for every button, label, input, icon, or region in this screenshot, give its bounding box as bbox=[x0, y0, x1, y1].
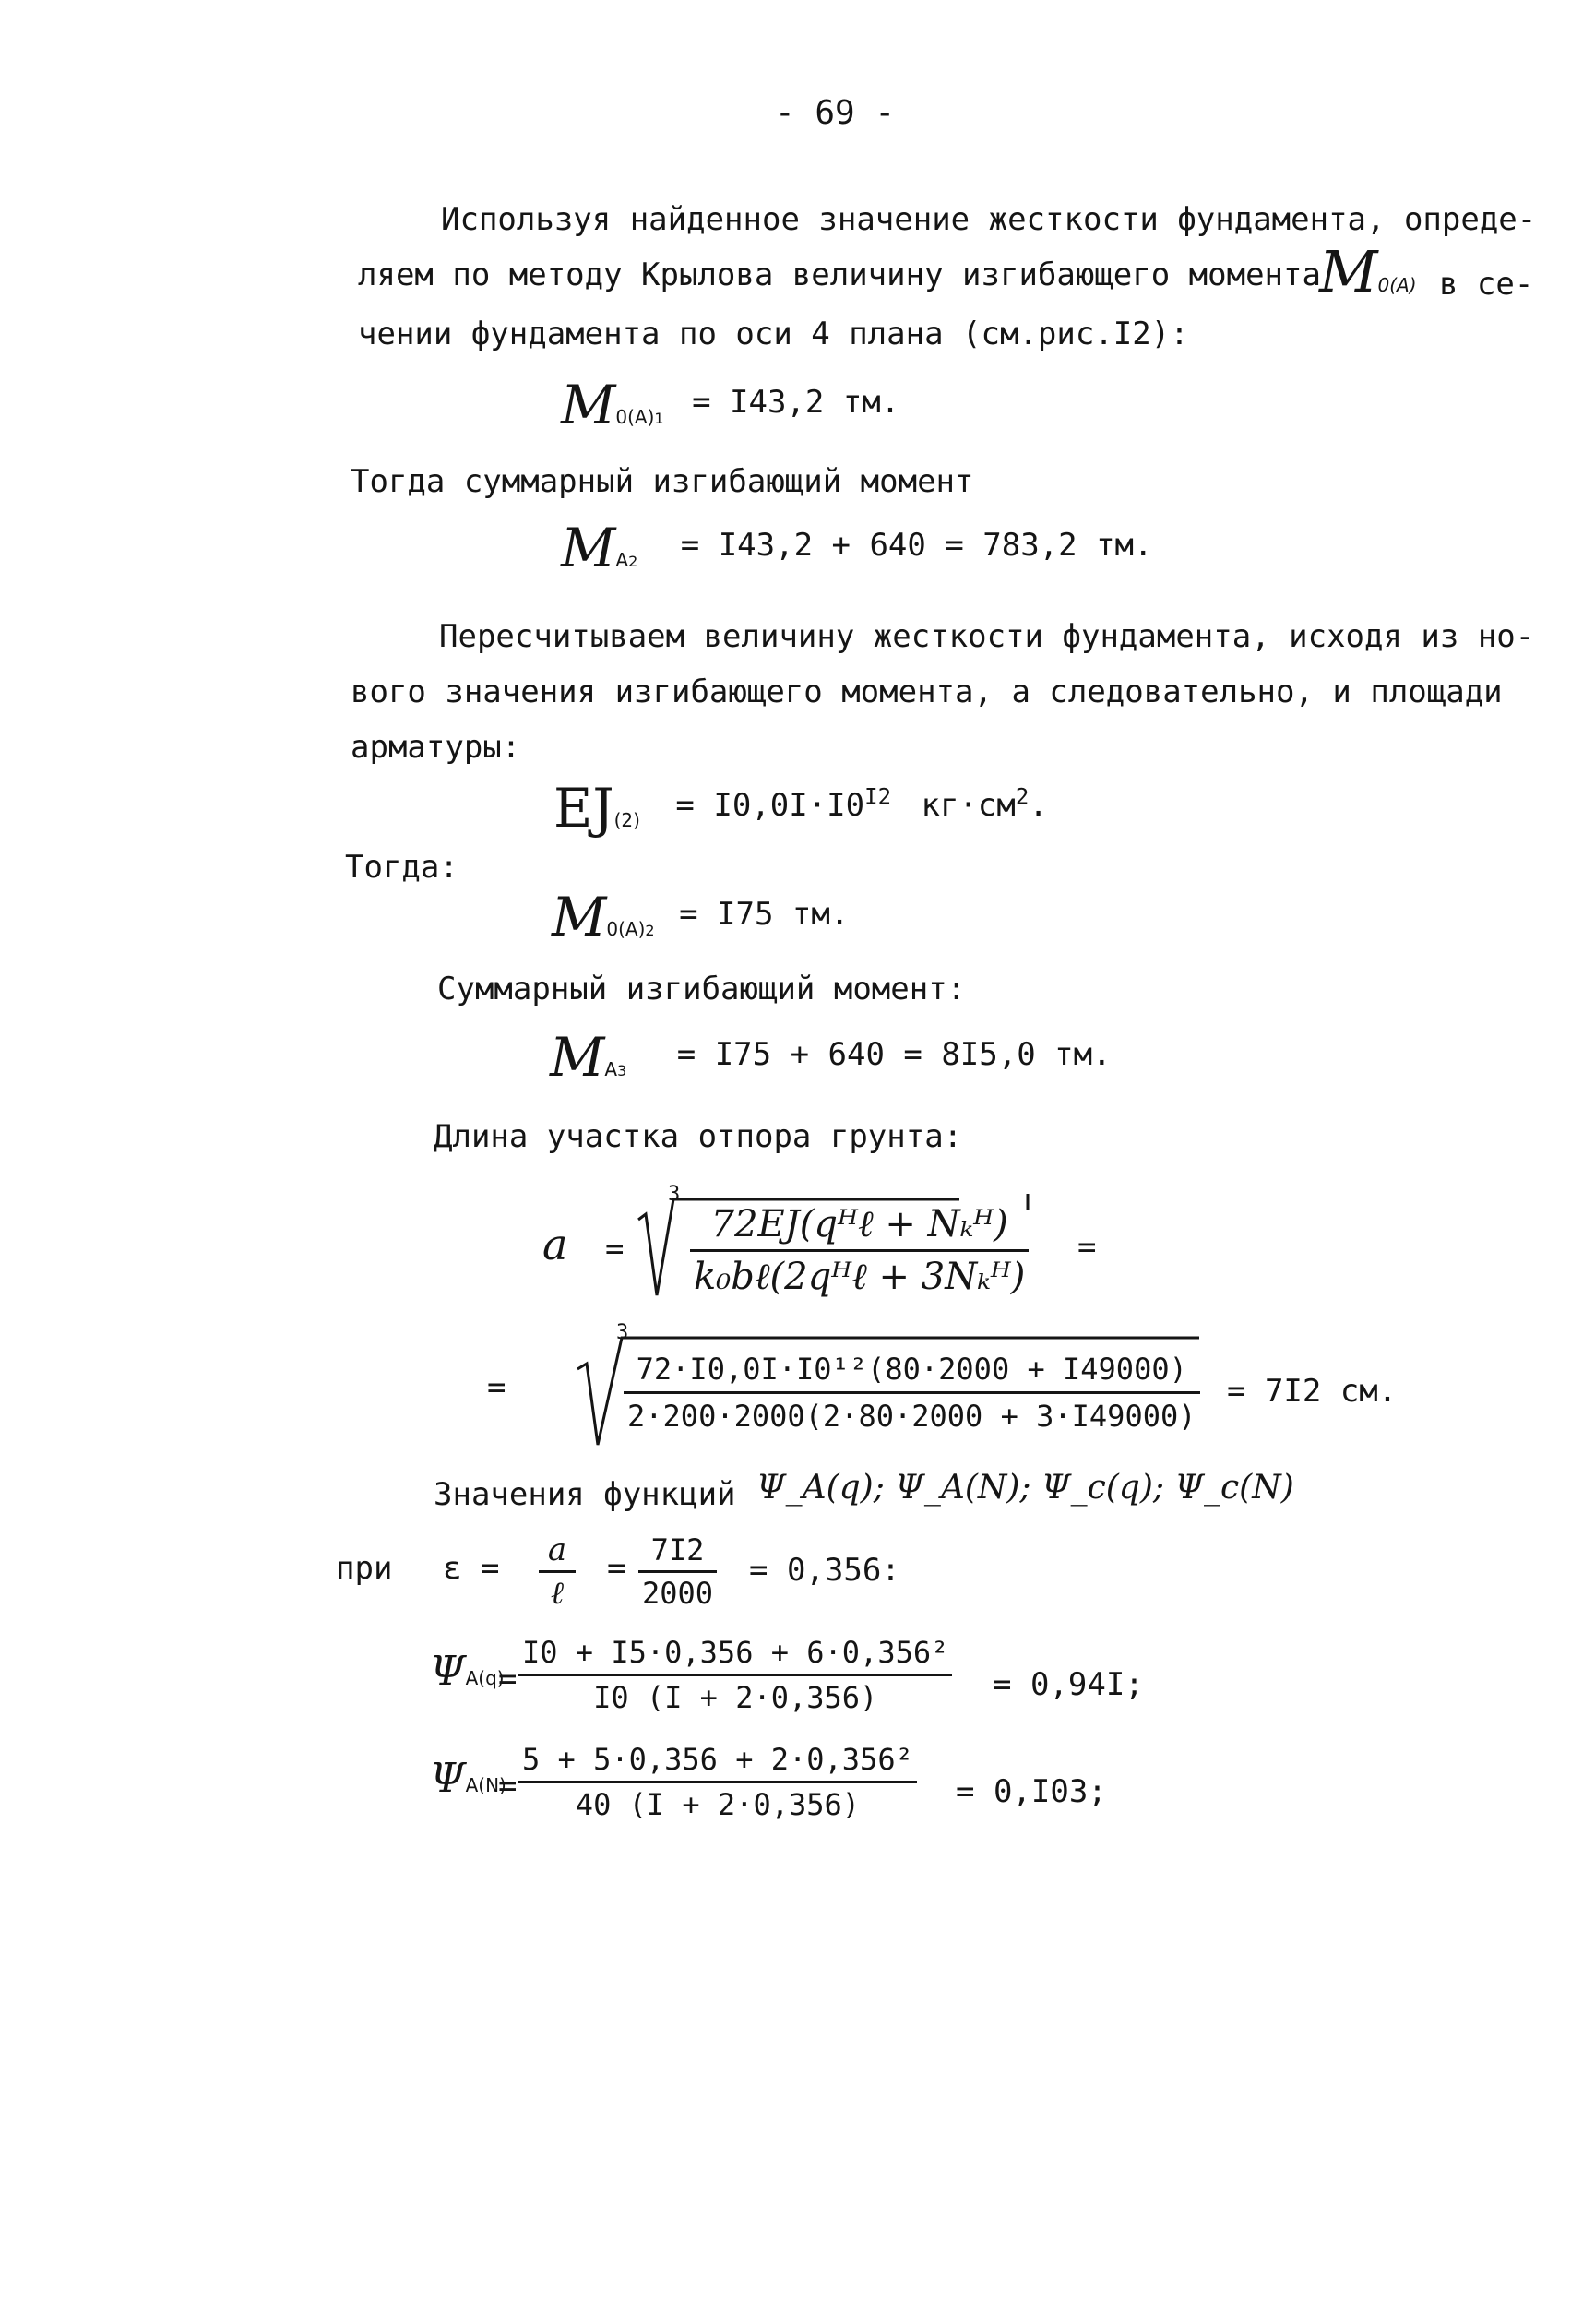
epsilon-eq-2: = bbox=[607, 1550, 626, 1587]
equation-3-exponent: I2 bbox=[864, 783, 892, 810]
epsilon-result: = 0,356: bbox=[749, 1552, 900, 1589]
cube-root-index-1: 3 bbox=[668, 1183, 681, 1206]
equation-3-end: . bbox=[1029, 787, 1048, 824]
equation-6-eq: = bbox=[605, 1231, 625, 1268]
moment-subscript-index: 2 bbox=[645, 922, 655, 939]
psi-1-denominator: I0 (I + 2·0,356) bbox=[518, 1674, 952, 1717]
epsilon-fraction-denominator: ℓ bbox=[539, 1570, 576, 1612]
equation-1-rhs: = I43,2 тм. bbox=[692, 384, 900, 421]
psi-2-symbol: Ψ bbox=[430, 1755, 466, 1802]
moment-symbol: M bbox=[550, 1026, 605, 1089]
moment-subscript: 0(A) bbox=[615, 406, 655, 428]
epsilon-fraction bbox=[539, 1531, 576, 1612]
moment-subscript: A bbox=[604, 1058, 618, 1080]
moment-subscript-inline: 0(A) bbox=[1377, 274, 1417, 296]
para2-line3: арматуры: bbox=[351, 729, 521, 766]
epsilon-fraction-numerator: a bbox=[547, 1531, 567, 1568]
moment-subscript-index: 1 bbox=[654, 410, 664, 427]
epsilon-value-numerator: 7I2 bbox=[650, 1532, 705, 1567]
equation-5-rhs: = I75 + 640 = 8I5,0 тм. bbox=[676, 1036, 1112, 1073]
then-line-1: Тогда суммарный изгибающий момент bbox=[351, 463, 974, 500]
moment-subscript: A bbox=[615, 549, 629, 571]
stiffness-subscript: (2) bbox=[613, 809, 640, 831]
stiffness-symbol: EJ bbox=[553, 777, 614, 840]
para2-line1: Пересчитываем величину жесткости фундамента, исходя из но- bbox=[439, 618, 1535, 655]
equation-6-numerator: 72EJ(qᴴℓ + Nₖᴴ) bbox=[710, 1203, 1008, 1245]
para2-line2: вого значения изгибающего момента, а следовательно, и площади bbox=[351, 673, 1503, 710]
psi-2 bbox=[430, 1755, 506, 1802]
length-label: Длина участка отпора грунта: bbox=[434, 1118, 963, 1155]
para1-line3: чении фундамента по оси 4 плана (см.рис.I2): bbox=[358, 316, 1189, 352]
moment-symbol: M bbox=[552, 886, 607, 948]
moment-symbol: M bbox=[561, 517, 616, 579]
cube-root-index-2: 3 bbox=[616, 1321, 629, 1344]
equation-3 bbox=[553, 777, 1048, 840]
at-label: при bbox=[336, 1550, 393, 1587]
moment-subscript-index: 3 bbox=[617, 1062, 627, 1079]
equation-7-result: = 7I2 см. bbox=[1227, 1373, 1398, 1410]
equation-6-trail: = bbox=[1077, 1229, 1097, 1266]
moment-symbol: M bbox=[561, 374, 616, 436]
psi-1 bbox=[430, 1648, 505, 1695]
psi-2-subscript: A(N) bbox=[465, 1774, 506, 1796]
para1-line2a: ляем по методу Крылова величину изгибающего момента bbox=[358, 256, 1321, 293]
psi-1-result: = 0,94I; bbox=[993, 1666, 1144, 1703]
psi-1-subscript: A(q) bbox=[465, 1667, 505, 1689]
moment-symbol-inline: M0(A) bbox=[1319, 238, 1417, 305]
psi-2-eq: = bbox=[498, 1768, 518, 1805]
functions-label: Значения функций bbox=[434, 1476, 736, 1513]
equation-7-numerator: 72·I0,0I·I0¹²(80·2000 + I49000) bbox=[636, 1352, 1187, 1387]
epsilon-value-fraction bbox=[638, 1531, 717, 1612]
psi-1-symbol: Ψ bbox=[430, 1648, 466, 1695]
moment-subscript: 0(A) bbox=[606, 918, 646, 940]
psi-2-result: = 0,I03; bbox=[956, 1773, 1107, 1810]
para1-line1: Используя найденное значение жесткости фундамента, опреде- bbox=[441, 201, 1537, 238]
equation-6-denominator: k₀bℓ(2qᴴℓ + 3Nₖᴴ) bbox=[690, 1249, 1029, 1300]
functions-list: Ψ_A(q); Ψ_A(N); Ψ_c(q); Ψ_c(N) bbox=[756, 1469, 1294, 1507]
total-moment-label: Суммарный изгибающий момент: bbox=[437, 971, 967, 1007]
equation-7-denominator: 2·200·2000(2·80·2000 + 3·I49000) bbox=[624, 1391, 1200, 1436]
equation-3-unit-exponent: 2 bbox=[1015, 783, 1030, 810]
psi-1-eq: = bbox=[498, 1661, 518, 1698]
equation-7-eq: = bbox=[487, 1369, 506, 1406]
equation-3-rhs bbox=[675, 783, 1048, 824]
equation-4-rhs: = I75 тм. bbox=[679, 896, 850, 933]
psi-2-denominator: 40 (I + 2·0,356) bbox=[518, 1781, 917, 1824]
psi-2-numerator: 5 + 5·0,356 + 2·0,356² bbox=[522, 1742, 913, 1777]
equation-2 bbox=[561, 517, 1153, 579]
para1-line2b: в се- bbox=[1439, 266, 1534, 303]
psi-2-fraction bbox=[518, 1740, 917, 1824]
equation-3-unit: кг·см bbox=[921, 787, 1016, 824]
equation-1 bbox=[561, 374, 900, 436]
equation-6-lhs: a bbox=[542, 1220, 568, 1269]
equation-2-rhs: = I43,2 + 640 = 783,2 тм. bbox=[680, 527, 1153, 564]
page-number: - 69 - bbox=[775, 94, 896, 132]
equation-4 bbox=[552, 886, 850, 948]
equation-3-value: = I0,0I·I0 bbox=[675, 787, 865, 824]
psi-1-numerator: I0 + I5·0,356 + 6·0,356² bbox=[522, 1635, 949, 1670]
psi-1-fraction bbox=[518, 1633, 952, 1717]
equation-7-fraction bbox=[624, 1349, 1200, 1436]
equation-5 bbox=[550, 1026, 1112, 1089]
moment-subscript-index: 2 bbox=[628, 553, 638, 570]
equation-6-fraction bbox=[690, 1201, 1029, 1300]
then-line-2: Тогда: bbox=[345, 849, 458, 886]
epsilon-eq: ε = bbox=[443, 1550, 500, 1587]
epsilon-value-denominator: 2000 bbox=[638, 1570, 717, 1612]
